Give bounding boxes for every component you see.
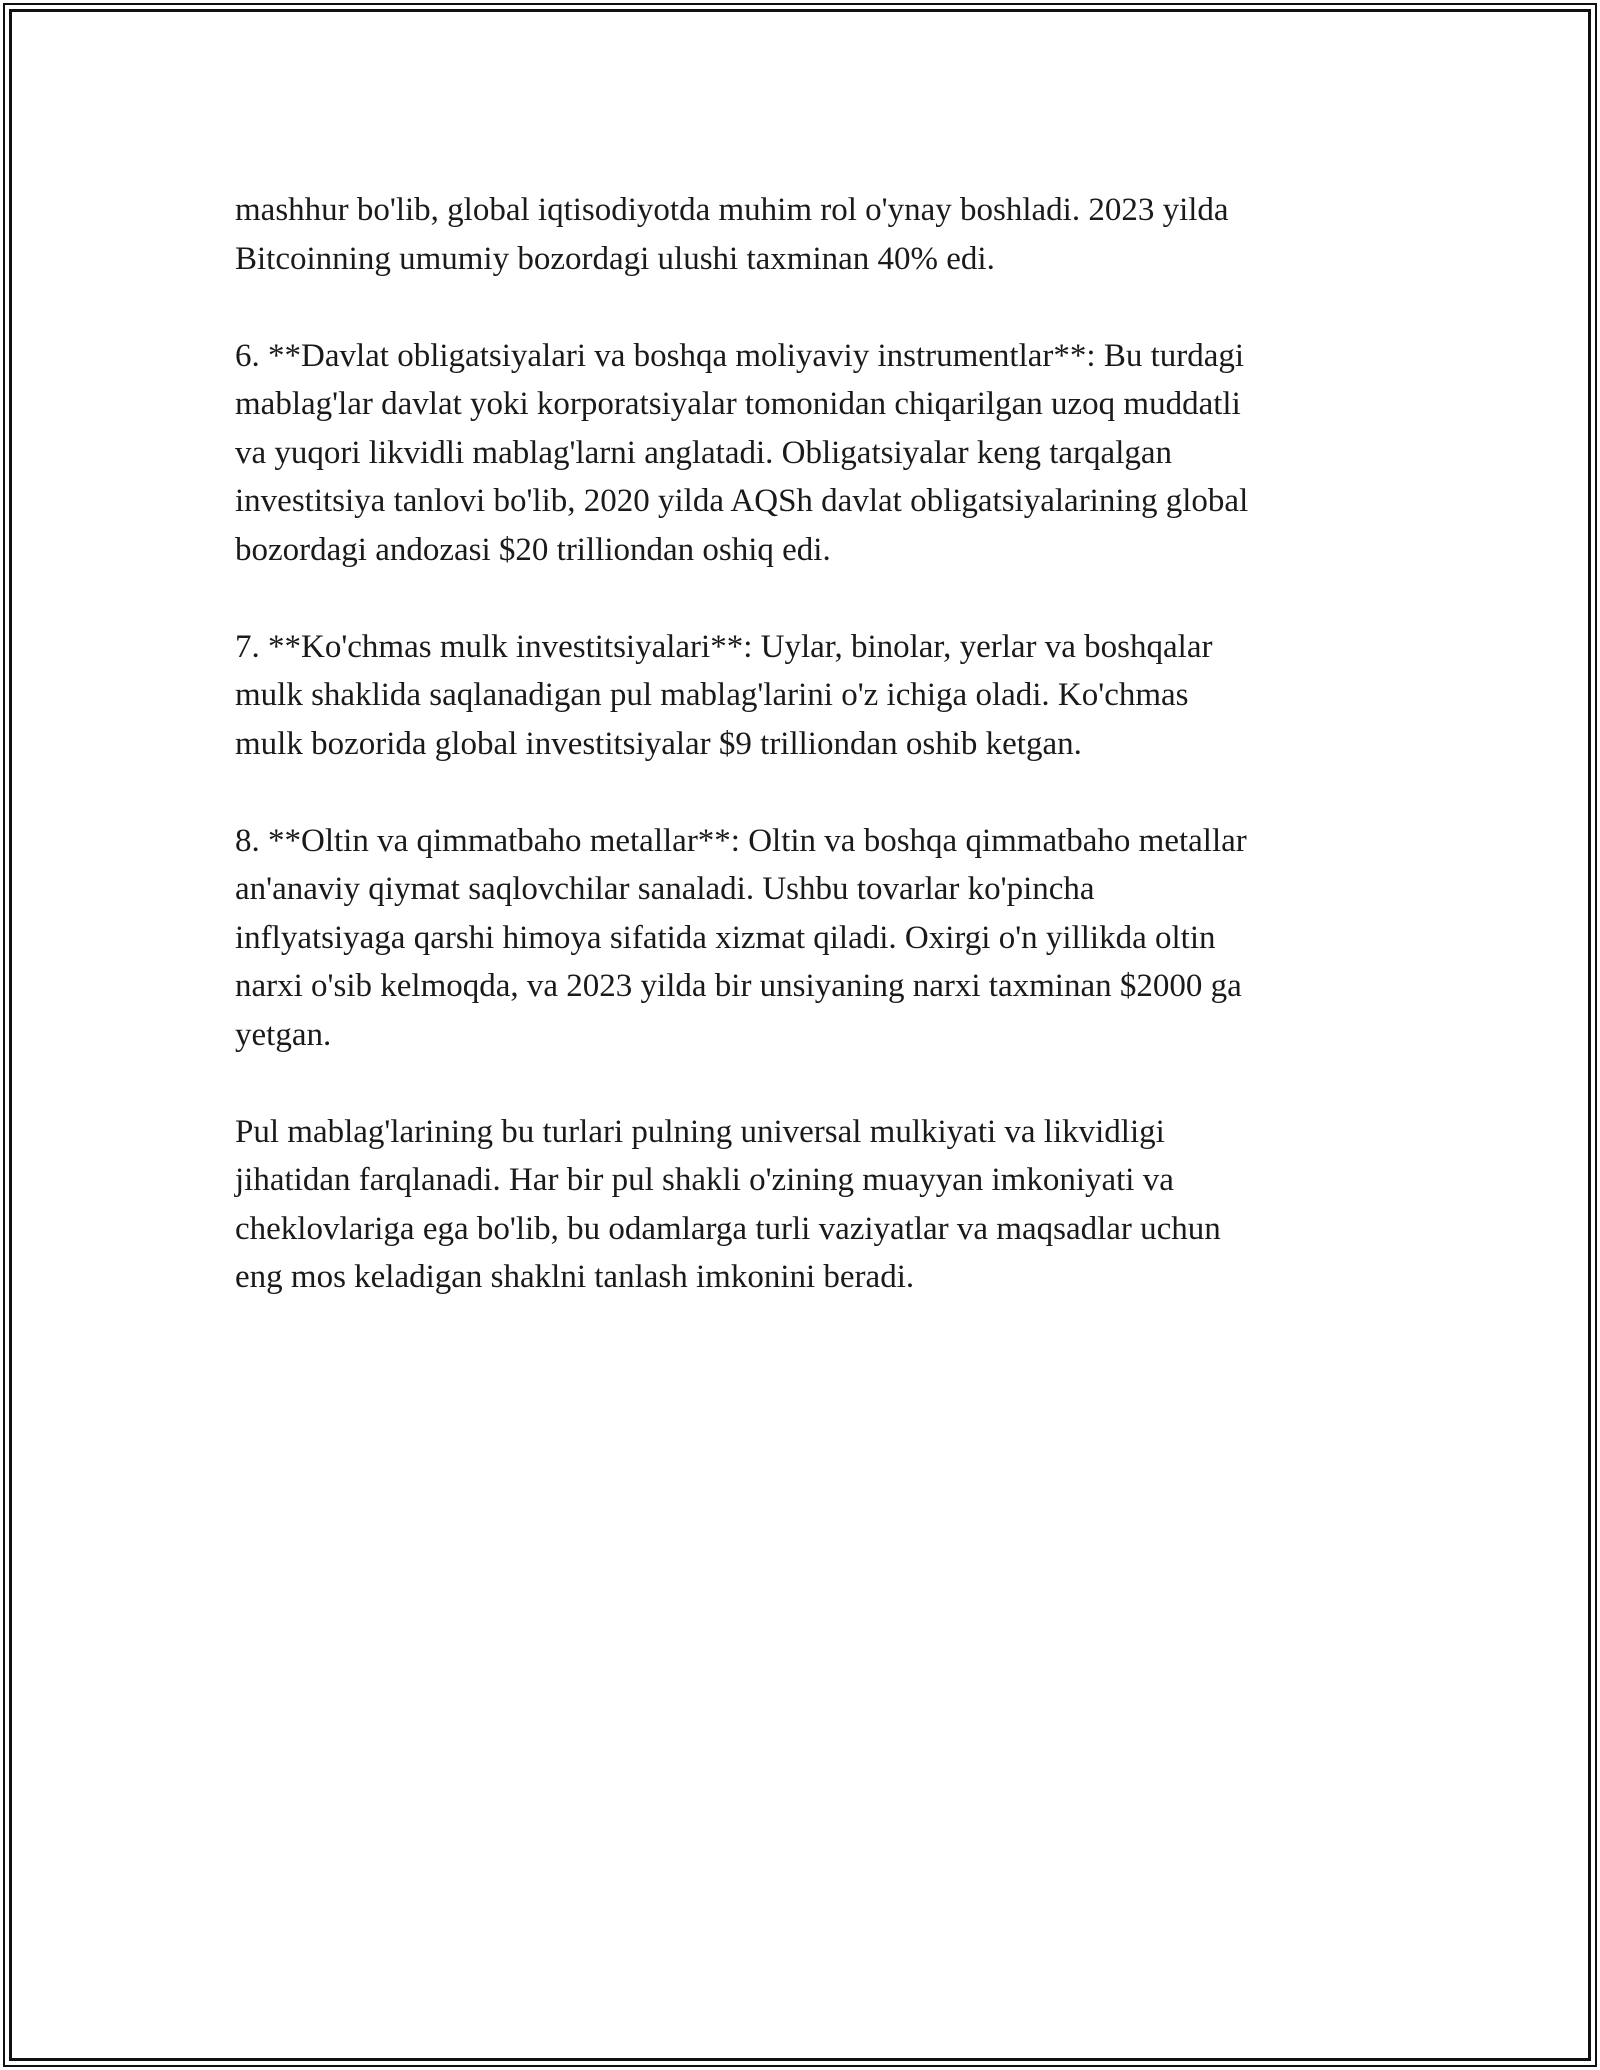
paragraph-bitcoin-continuation: mashhur bo'lib, global iqtisodiyotda muhim rol o'ynay boshladi. 2023 yilda Bitcoinning umumiy bozordagi ulushi taxminan 40% edi. bbox=[235, 192, 1229, 277]
paragraph-item-7-real-estate: 7. **Ko'chmas mulk investitsiyalari**: Uylar, binolar, yerlar va boshqalar mulk shaklida saqlanadigan pul mablag'larini o'z ichiga oladi. Ko'chmas mulk bozorida global investitsiyalar $9 trilliondan oshib ketgan. bbox=[235, 628, 1213, 762]
document-body bbox=[235, 186, 1385, 1350]
paragraph-conclusion: Pul mablag'larining bu turlari pulning universal mulkiyati va likvidligi jihatidan farqlanadi. Har bir pul shakli o'zining muayyan imkoniyati va cheklovlariga ega bo'lib, bu odamlarga turli vaziyatlar va maqsadlar uchun eng mos keladigan shaklni tanlash imkonini beradi. bbox=[235, 1113, 1221, 1295]
paragraph-item-8-gold-metals: 8. **Oltin va qimmatbaho metallar**: Oltin va boshqa qimmatbaho metallar an'anaviy qiymat saqlovchilar sanaladi. Ushbu tovarlar ko'pincha inflyatsiyaga qarshi himoya sifatida xizmat qiladi. Oxirgi o'n yillikda oltin narxi o'sib kelmoqda, va 2023 yilda bir unsiyaning narxi taxminan $2000 ga yetgan. bbox=[235, 822, 1247, 1053]
paragraph-item-6-government-bonds: 6. **Davlat obligatsiyalari va boshqa moliyaviy instrumentlar**: Bu turdagi mablag'lar davlat yoki korporatsiyalar tomonidan chiqarilgan uzoq muddatli va yuqori likvidli mablag'larni anglatadi. Obligatsiyalar keng tarqalgan investitsiya tanlovi bo'lib, 2020 yilda AQSh davlat obligatsiyalarining global bozordagi andozasi $20 trilliondan oshiq edi. bbox=[235, 337, 1249, 568]
